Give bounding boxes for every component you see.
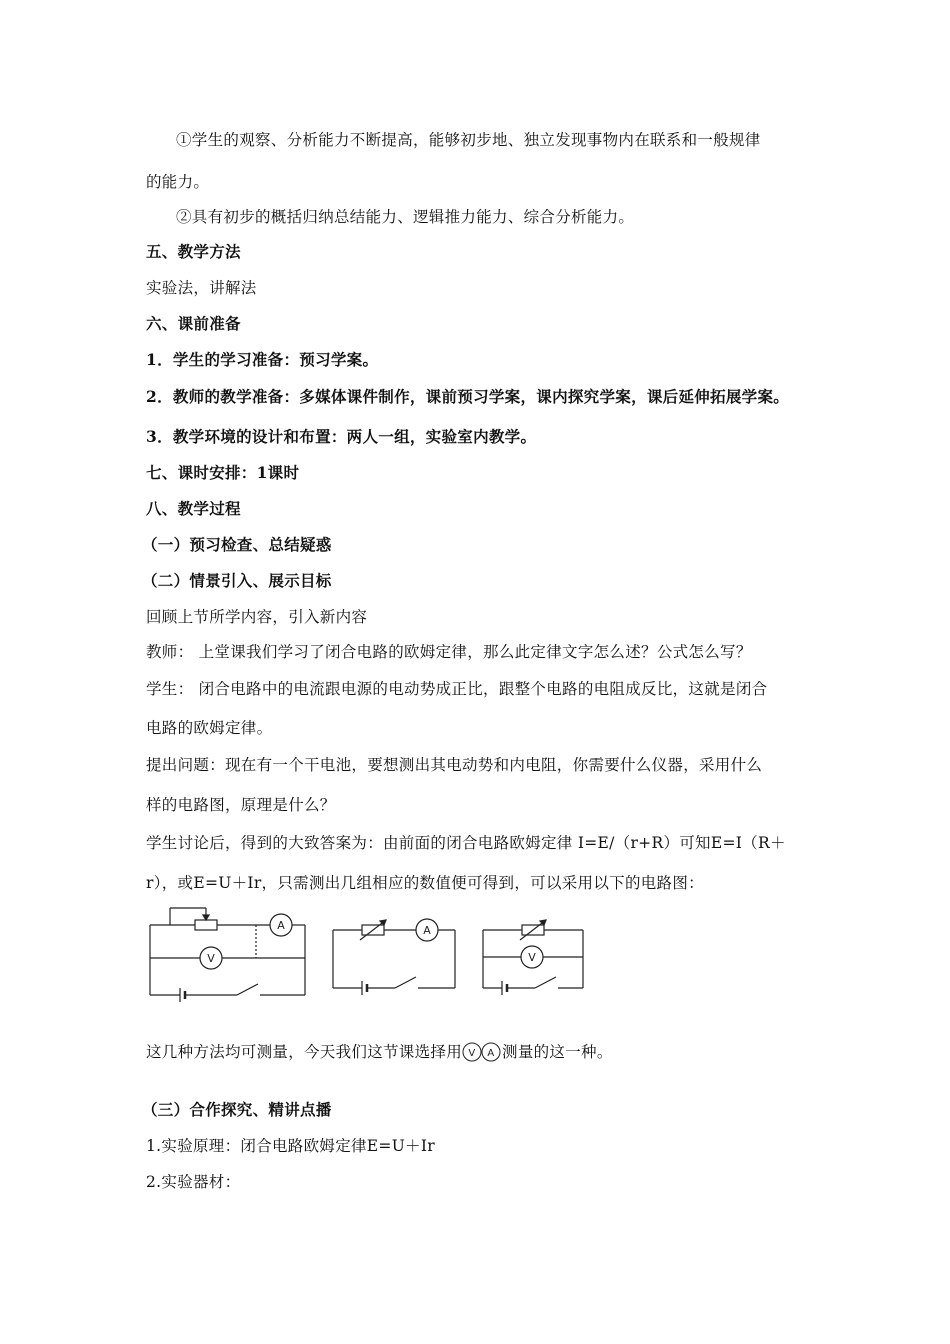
ammeter-1 — [270, 914, 292, 936]
paragraph-review: 回顾上节所学内容，引入新内容 — [146, 608, 368, 626]
paragraph-method-choice — [146, 1040, 613, 1064]
paragraph-teacher: 教师： 上堂课我们学习了闭合电路的欧姆定律，那么此定律文字怎么述？公式怎么写？ — [146, 643, 752, 661]
voltmeter-1 — [200, 947, 222, 969]
heading-teaching-method: 五、教学方法 — [146, 242, 241, 261]
svg-text:V: V — [468, 1048, 476, 1059]
svg-text:A: A — [487, 1048, 495, 1059]
svg-text:V: V — [528, 951, 536, 964]
paragraph-question-cont: 样的电路图，原理是什么？ — [146, 796, 336, 814]
paragraph-ability-1: ①学生的观察、分析能力不断提高，能够初步地、独立发现事物内在联系和一般规律 — [176, 131, 761, 149]
heading-process: 八、教学过程 — [146, 499, 241, 518]
list-item-environment: 3．教学环境的设计和布置：两人一组，实验室内教学。 — [146, 427, 537, 446]
paragraph-ability-1-cont: 的能力。 — [146, 173, 210, 191]
method-choice-after: 测量的这一种。 — [502, 1043, 613, 1061]
voltmeter-ammeter-icons — [462, 1042, 502, 1064]
heading-schedule: 七、课时安排：1课时 — [146, 463, 300, 482]
paragraph-question: 提出问题：现在有一个干电池，要想测出其电动势和内电阻，你需要什么仪器，采用什么 — [146, 756, 763, 774]
list-item-student-prep: 1．学生的学习准备：预习学案。 — [146, 350, 379, 369]
list-item-teacher-prep: 2．教师的教学准备：多媒体课件制作，课前预习学案，课内探究学案，课后延伸拓展学案。 — [146, 387, 790, 406]
method-choice-before: 这几种方法均可测量，今天我们这节课选择用 — [146, 1043, 463, 1061]
svg-text:A: A — [277, 919, 285, 932]
voltmeter-3 — [521, 946, 543, 968]
svg-text:V: V — [207, 952, 215, 965]
paragraph-principle: 1.实验原理：闭合电路欧姆定律E=U＋Ir — [146, 1137, 435, 1155]
svg-text:A: A — [423, 924, 431, 937]
paragraph-ability-2: ②具有初步的概括归纳总结能力、逻辑推力能力、综合分析能力。 — [176, 208, 635, 226]
paragraph-method: 实验法，讲解法 — [146, 279, 257, 297]
subheading-intro: （二）情景引入、展示目标 — [142, 571, 332, 590]
subheading-preview: （一）预习检查、总结疑惑 — [142, 535, 332, 554]
circuit-diagrams — [140, 900, 600, 1010]
ammeter-2 — [416, 919, 438, 941]
paragraph-answer-cont: r），或E=U＋Ir，只需测出几组相应的数值便可得到，可以采用以下的电路图： — [146, 874, 704, 892]
paragraph-answer: 学生讨论后，得到的大致答案为：由前面的闭合电路欧姆定律 I=E/（r+R）可知E=I（R＋ — [146, 834, 786, 852]
paragraph-student: 学生： 闭合电路中的电流跟电源的电动势成正比，跟整个电路的电阻成反比，这就是闭合 — [146, 680, 768, 698]
subheading-explore: （三）合作探究、精讲点播 — [142, 1100, 332, 1119]
heading-preparation: 六、课前准备 — [146, 314, 241, 333]
paragraph-student-cont: 电路的欧姆定律。 — [146, 719, 273, 737]
paragraph-equipment: 2.实验器材： — [146, 1173, 241, 1191]
